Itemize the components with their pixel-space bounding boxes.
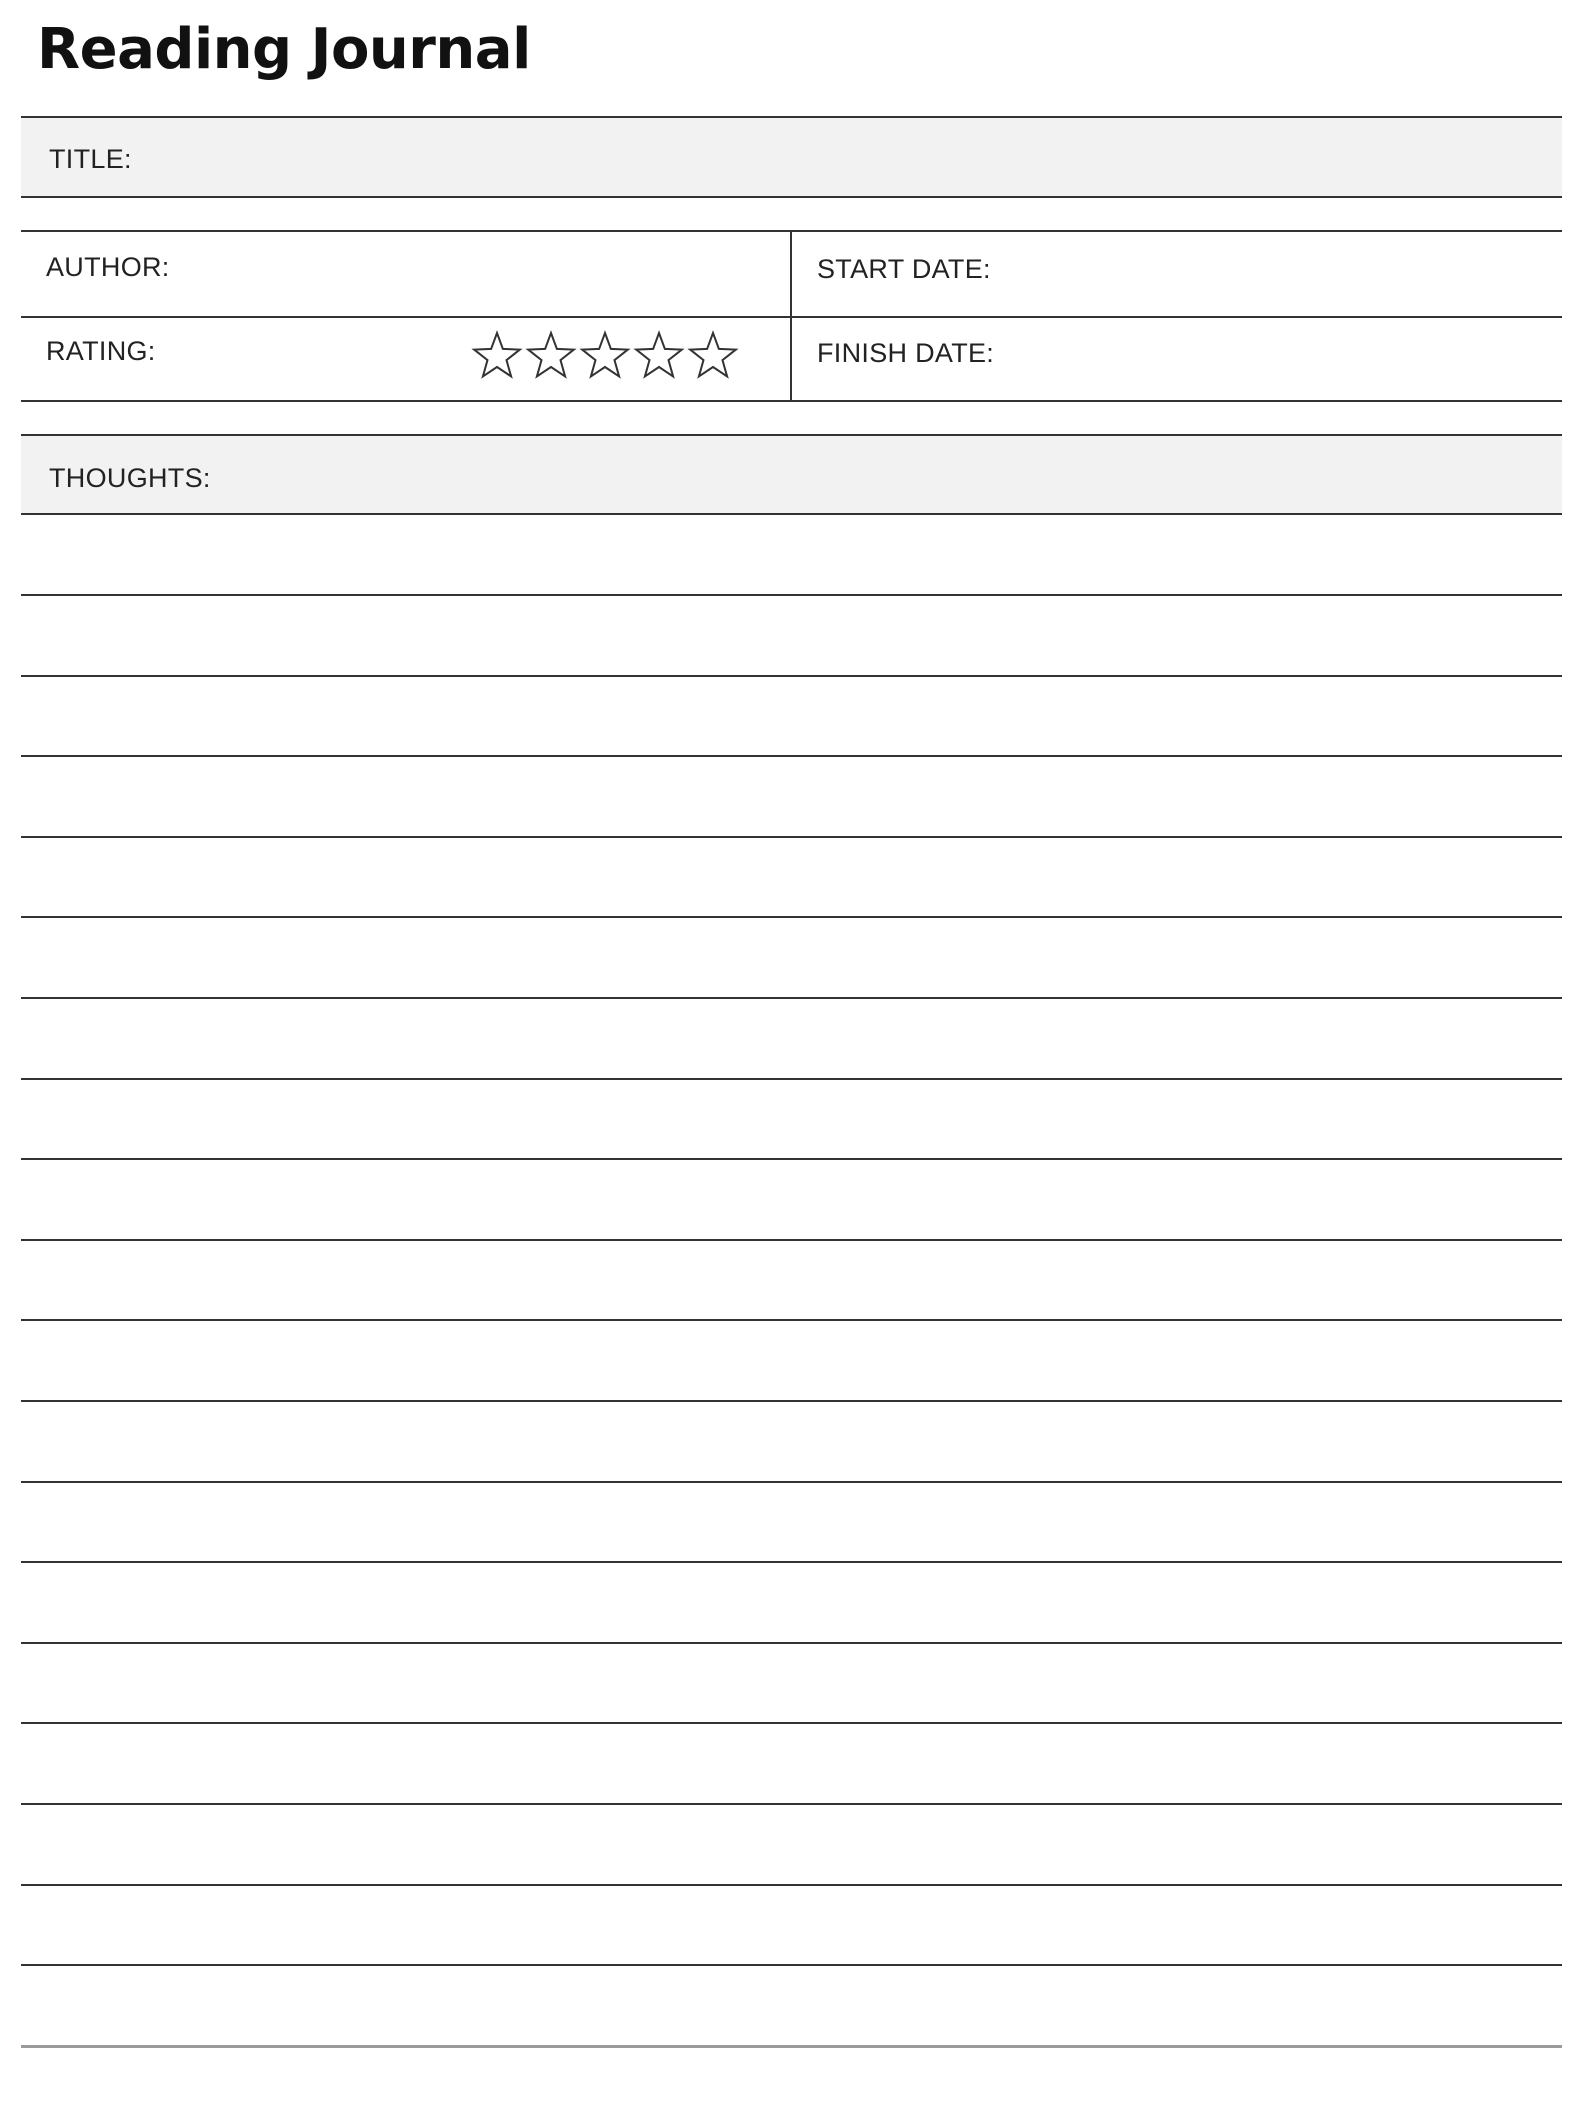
grid-column-divider <box>790 232 792 400</box>
star-outline-icon[interactable] <box>525 330 577 382</box>
star-rating[interactable] <box>471 330 739 382</box>
writing-line <box>21 1561 1562 1563</box>
rating-field <box>46 336 156 367</box>
writing-line <box>21 594 1562 596</box>
writing-line <box>21 1642 1562 1644</box>
rating-label: RATING: <box>46 336 156 366</box>
start-date-label: START DATE: <box>817 254 991 284</box>
author-label: AUTHOR: <box>46 252 170 282</box>
writing-line <box>21 1158 1562 1160</box>
star-outline-icon[interactable] <box>579 330 631 382</box>
writing-line <box>21 836 1562 838</box>
writing-line <box>21 1400 1562 1402</box>
writing-line <box>21 1884 1562 1886</box>
finish-date-field[interactable] <box>817 338 994 369</box>
writing-line <box>21 916 1562 918</box>
writing-line <box>21 1239 1562 1241</box>
writing-line <box>21 997 1562 999</box>
writing-line <box>21 755 1562 757</box>
writing-line <box>21 1481 1562 1483</box>
writing-line <box>21 675 1562 677</box>
star-outline-icon[interactable] <box>633 330 685 382</box>
author-field[interactable] <box>46 252 170 283</box>
star-outline-icon[interactable] <box>471 330 523 382</box>
writing-line <box>21 2045 1562 2048</box>
writing-line <box>21 1803 1562 1805</box>
thoughts-label: THOUGHTS: <box>49 463 211 493</box>
page-title: Reading Journal <box>37 17 531 82</box>
writing-line <box>21 1078 1562 1080</box>
writing-line <box>21 1964 1562 1966</box>
book-info-grid <box>21 230 1562 402</box>
writing-line <box>21 1319 1562 1321</box>
writing-line <box>21 1722 1562 1724</box>
title-label: TITLE: <box>49 144 132 174</box>
star-outline-icon[interactable] <box>687 330 739 382</box>
start-date-field[interactable] <box>817 254 991 285</box>
finish-date-label: FINISH DATE: <box>817 338 995 368</box>
thoughts-field-band[interactable] <box>21 434 1562 515</box>
title-field-band[interactable] <box>21 116 1562 198</box>
